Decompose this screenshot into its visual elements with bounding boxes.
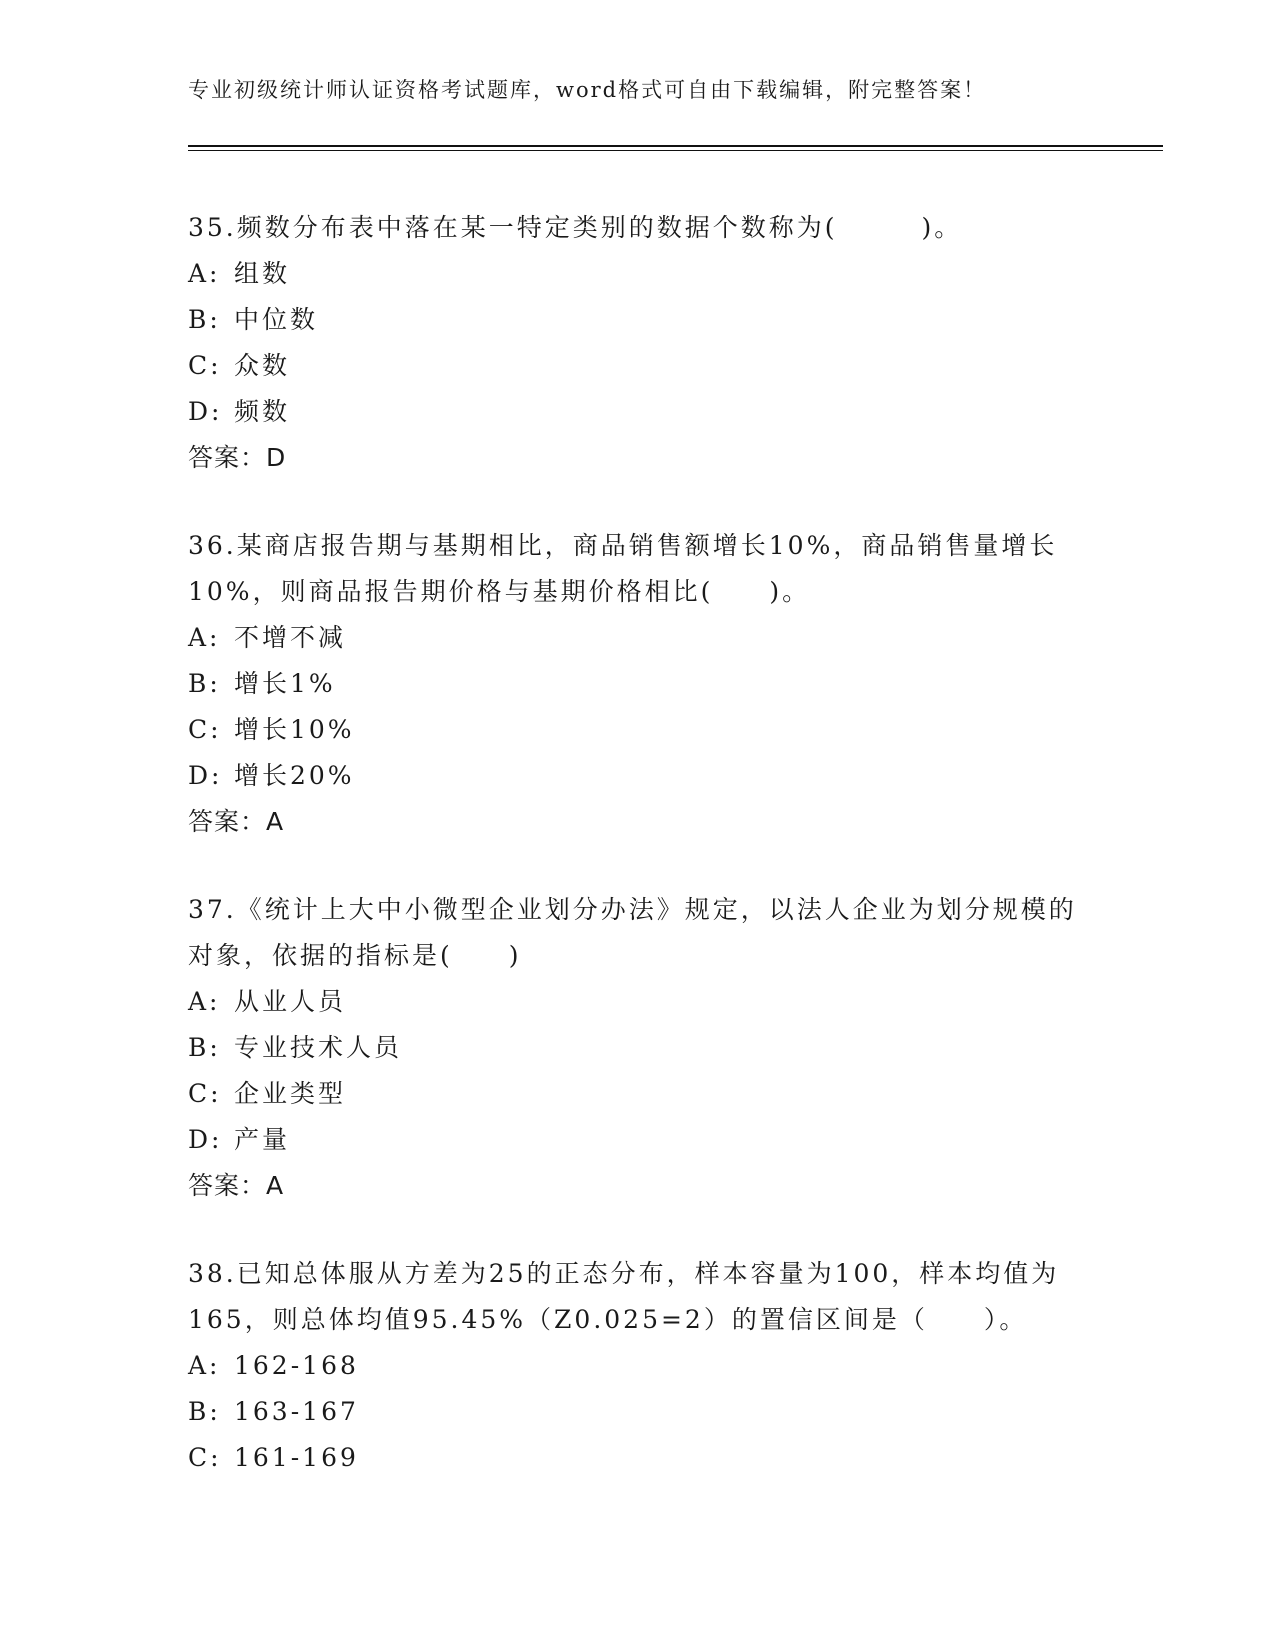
option-text: 中位数 — [234, 305, 319, 334]
option-b — [188, 297, 1088, 343]
option-letter: C: — [188, 715, 222, 744]
header-divider — [188, 145, 1163, 147]
option-letter: C: — [188, 1079, 222, 1108]
option-letter: B: — [188, 669, 221, 698]
option-letter: D: — [188, 397, 223, 426]
option-a — [188, 979, 1088, 1025]
option-b — [188, 1025, 1088, 1071]
option-d — [188, 1117, 1088, 1163]
option-c — [188, 343, 1088, 389]
option-text: 161-169 — [234, 1443, 359, 1472]
option-text: 增长20% — [234, 761, 355, 790]
option-letter: C: — [188, 351, 222, 380]
answer-line: 答案：A — [188, 1171, 285, 1200]
option-text: 162-168 — [234, 1351, 359, 1380]
option-d — [188, 753, 1088, 799]
answer-line: 答案：D — [188, 443, 287, 472]
option-b — [188, 661, 1088, 707]
option-c — [188, 707, 1088, 753]
option-text: 从业人员 — [234, 987, 347, 1016]
question-37 — [188, 887, 1088, 1209]
option-letter: D: — [188, 761, 223, 790]
option-letter: B: — [188, 1397, 221, 1426]
option-c — [188, 1071, 1088, 1117]
option-a — [188, 251, 1088, 297]
option-letter: A: — [188, 1351, 221, 1380]
option-b — [188, 1389, 1088, 1435]
question-text: 35.频数分布表中落在某一特定类别的数据个数称为( )。 — [188, 213, 963, 242]
option-d — [188, 389, 1088, 435]
option-letter: B: — [188, 305, 221, 334]
option-text: 企业类型 — [234, 1079, 347, 1108]
option-text: 专业技术人员 — [234, 1033, 403, 1062]
option-text: 增长10% — [234, 715, 355, 744]
option-letter: B: — [188, 1033, 221, 1062]
option-text: 不增不减 — [234, 623, 347, 652]
question-text: 36.某商店报告期与基期相比，商品销售额增长10%，商品销售量增长10%，则商品报告期价格与基期价格相比( )。 — [188, 531, 1058, 606]
option-text: 组数 — [234, 259, 291, 288]
option-letter: D: — [188, 1125, 223, 1154]
option-a — [188, 615, 1088, 661]
option-text: 产量 — [234, 1125, 291, 1154]
option-text: 频数 — [234, 397, 291, 426]
question-35 — [188, 205, 1088, 481]
question-text: 37.《统计上大中小微型企业划分办法》规定，以法人企业为划分规模的对象，依据的指标是( ) — [188, 895, 1077, 970]
question-38 — [188, 1251, 1088, 1481]
option-c — [188, 1435, 1088, 1481]
option-letter: C: — [188, 1443, 222, 1472]
question-list — [188, 205, 1088, 1523]
option-text: 增长1% — [234, 669, 336, 698]
document-header: 专业初级统计师认证资格考试题库，word格式可自由下载编辑，附完整答案！ — [188, 78, 987, 102]
question-text: 38.已知总体服从方差为25的正态分布，样本容量为100，样本均值为165，则总体均值95.45%（Z0.025=2）的置信区间是（ ）。 — [188, 1259, 1060, 1334]
option-a — [188, 1343, 1088, 1389]
option-letter: A: — [188, 987, 221, 1016]
answer-line: 答案：A — [188, 807, 285, 836]
question-36 — [188, 523, 1088, 845]
option-letter: A: — [188, 259, 221, 288]
option-letter: A: — [188, 623, 221, 652]
option-text: 众数 — [234, 351, 291, 380]
option-text: 163-167 — [234, 1397, 359, 1426]
header-divider-thin — [188, 150, 1163, 151]
